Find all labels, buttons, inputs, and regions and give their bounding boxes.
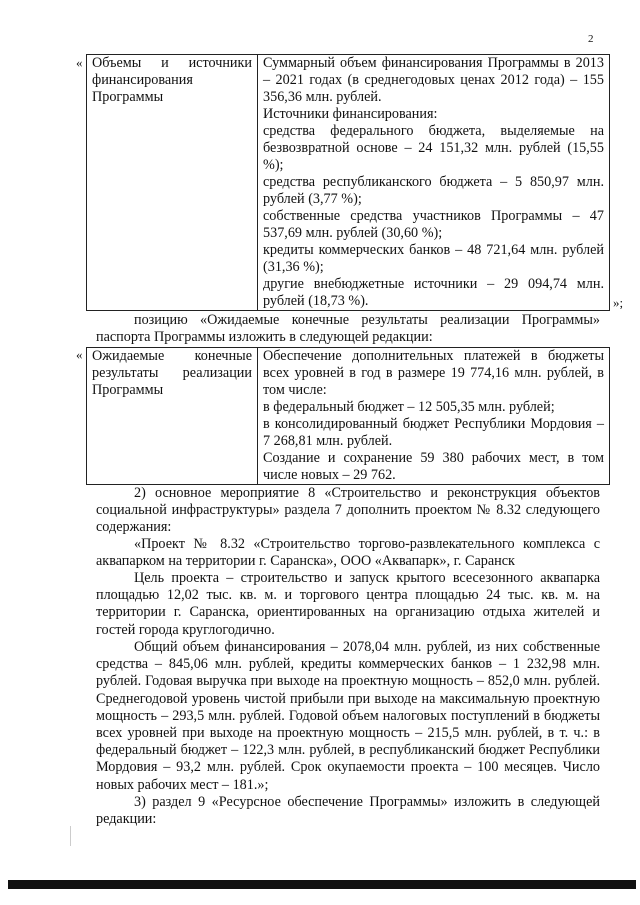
results-table-label-text: Ожидаемые конечные результаты реализации Программы [92, 348, 252, 398]
margin-mark [70, 826, 71, 846]
bottom-rule [8, 880, 636, 889]
results-table-content [258, 348, 610, 485]
item-2-paragraph: 2) основное мероприятие 8 «Строительство и реконструкция объектов социальной инфраструктуры» раздела 7 дополнить проектом № 8.32 следующего содержания: [96, 485, 600, 536]
financing-line: Суммарный объем финансирования Программы в 2013 – 2021 годах (в среднегодовых ценах 2012 года) – 155 356,36 млн. рублей. [263, 55, 604, 105]
financing-table-content [258, 55, 610, 311]
table1-open-quote: « [76, 55, 83, 70]
financing-table-label [87, 55, 258, 311]
intro-paragraph: позицию «Ожидаемые конечные результаты реализации Программы» паспорта Программы изложить в следующей редакции: [96, 312, 600, 346]
results-line: Создание и сохранение 59 380 рабочих мест, в том числе новых – 29 762. [263, 450, 604, 483]
financing-table [86, 54, 610, 311]
project-title-paragraph: «Проект № 8.32 «Строительство торгово-развлекательного комплекса с аквапарком на территории г. Саранска», ООО «Аквапарк», г. Саранск [96, 536, 600, 570]
results-line: в федеральный бюджет – 12 505,35 млн. рублей; [263, 399, 555, 415]
table1-close-quote: »; [613, 295, 624, 310]
results-line: в консолидированный бюджет Республики Мордовия – 7 268,81 млн. рублей. [263, 416, 604, 449]
financing-line: другие внебюджетные источники – 29 094,74 млн. рублей (18,73 %). [263, 276, 604, 309]
item-3-paragraph: 3) раздел 9 «Ресурсное обеспечение Программы» изложить в следующей редакции: [96, 794, 600, 828]
financing-table-label-text: Объемы и источники финансирования Программы [92, 55, 252, 105]
financing-line: кредиты коммерческих банков – 48 721,64 млн. рублей (31,36 %); [263, 242, 604, 275]
financing-line: Источники финансирования: [263, 106, 438, 122]
financing-line: средства республиканского бюджета – 5 850,97 млн. рублей (3,77 %); [263, 174, 604, 207]
project-financing-paragraph: Общий объем финансирования – 2078,04 млн. рублей, из них собственные средства – 845,06 млн. рублей, кредиты коммерческих банков – 1 232,98 млн. рублей. Годовая выручка при выходе на проектную мощность – 852,0 млн. рублей. Среднегодовой уровень чистой прибыли при выходе на максимальную проектную мощность – 293,5 млн. рублей. Годовой объем налоговых поступлений в бюджеты всех уровней при выходе на проектную мощность – 215,5 млн. рублей, в т. ч.: в федеральный бюджет – 122,3 млн. рублей, в республиканский бюджет Республики Мордовия – 93,2 млн. рублей. Срок окупаемости проекта – 100 месяцев. Число новых рабочих мест – 181.»; [96, 639, 600, 793]
results-line: Обеспечение дополнительных платежей в бюджеты всех уровней в год в размере 19 774,16 млн. рублей, в том числе: [263, 348, 604, 398]
results-table-label [87, 348, 258, 485]
financing-line: средства федерального бюджета, выделяемые на безвозвратной основе – 24 151,32 млн. рублей (15,55 %); [263, 123, 604, 173]
results-table [86, 347, 610, 485]
page-number: 2 [588, 33, 594, 45]
table2-open-quote: « [76, 347, 83, 362]
financing-line: собственные средства участников Программы – 47 537,69 млн. рублей (30,60 %); [263, 208, 604, 241]
project-goal-paragraph: Цель проекта – строительство и запуск крытого всесезонного аквапарка площадью 12,02 тыс. кв. м. и торгового центра площадью 24 тыс. кв. м. на территории г. Саранска, ориентированных на организацию отдыха жителей и гостей города круглогодично. [96, 570, 600, 638]
